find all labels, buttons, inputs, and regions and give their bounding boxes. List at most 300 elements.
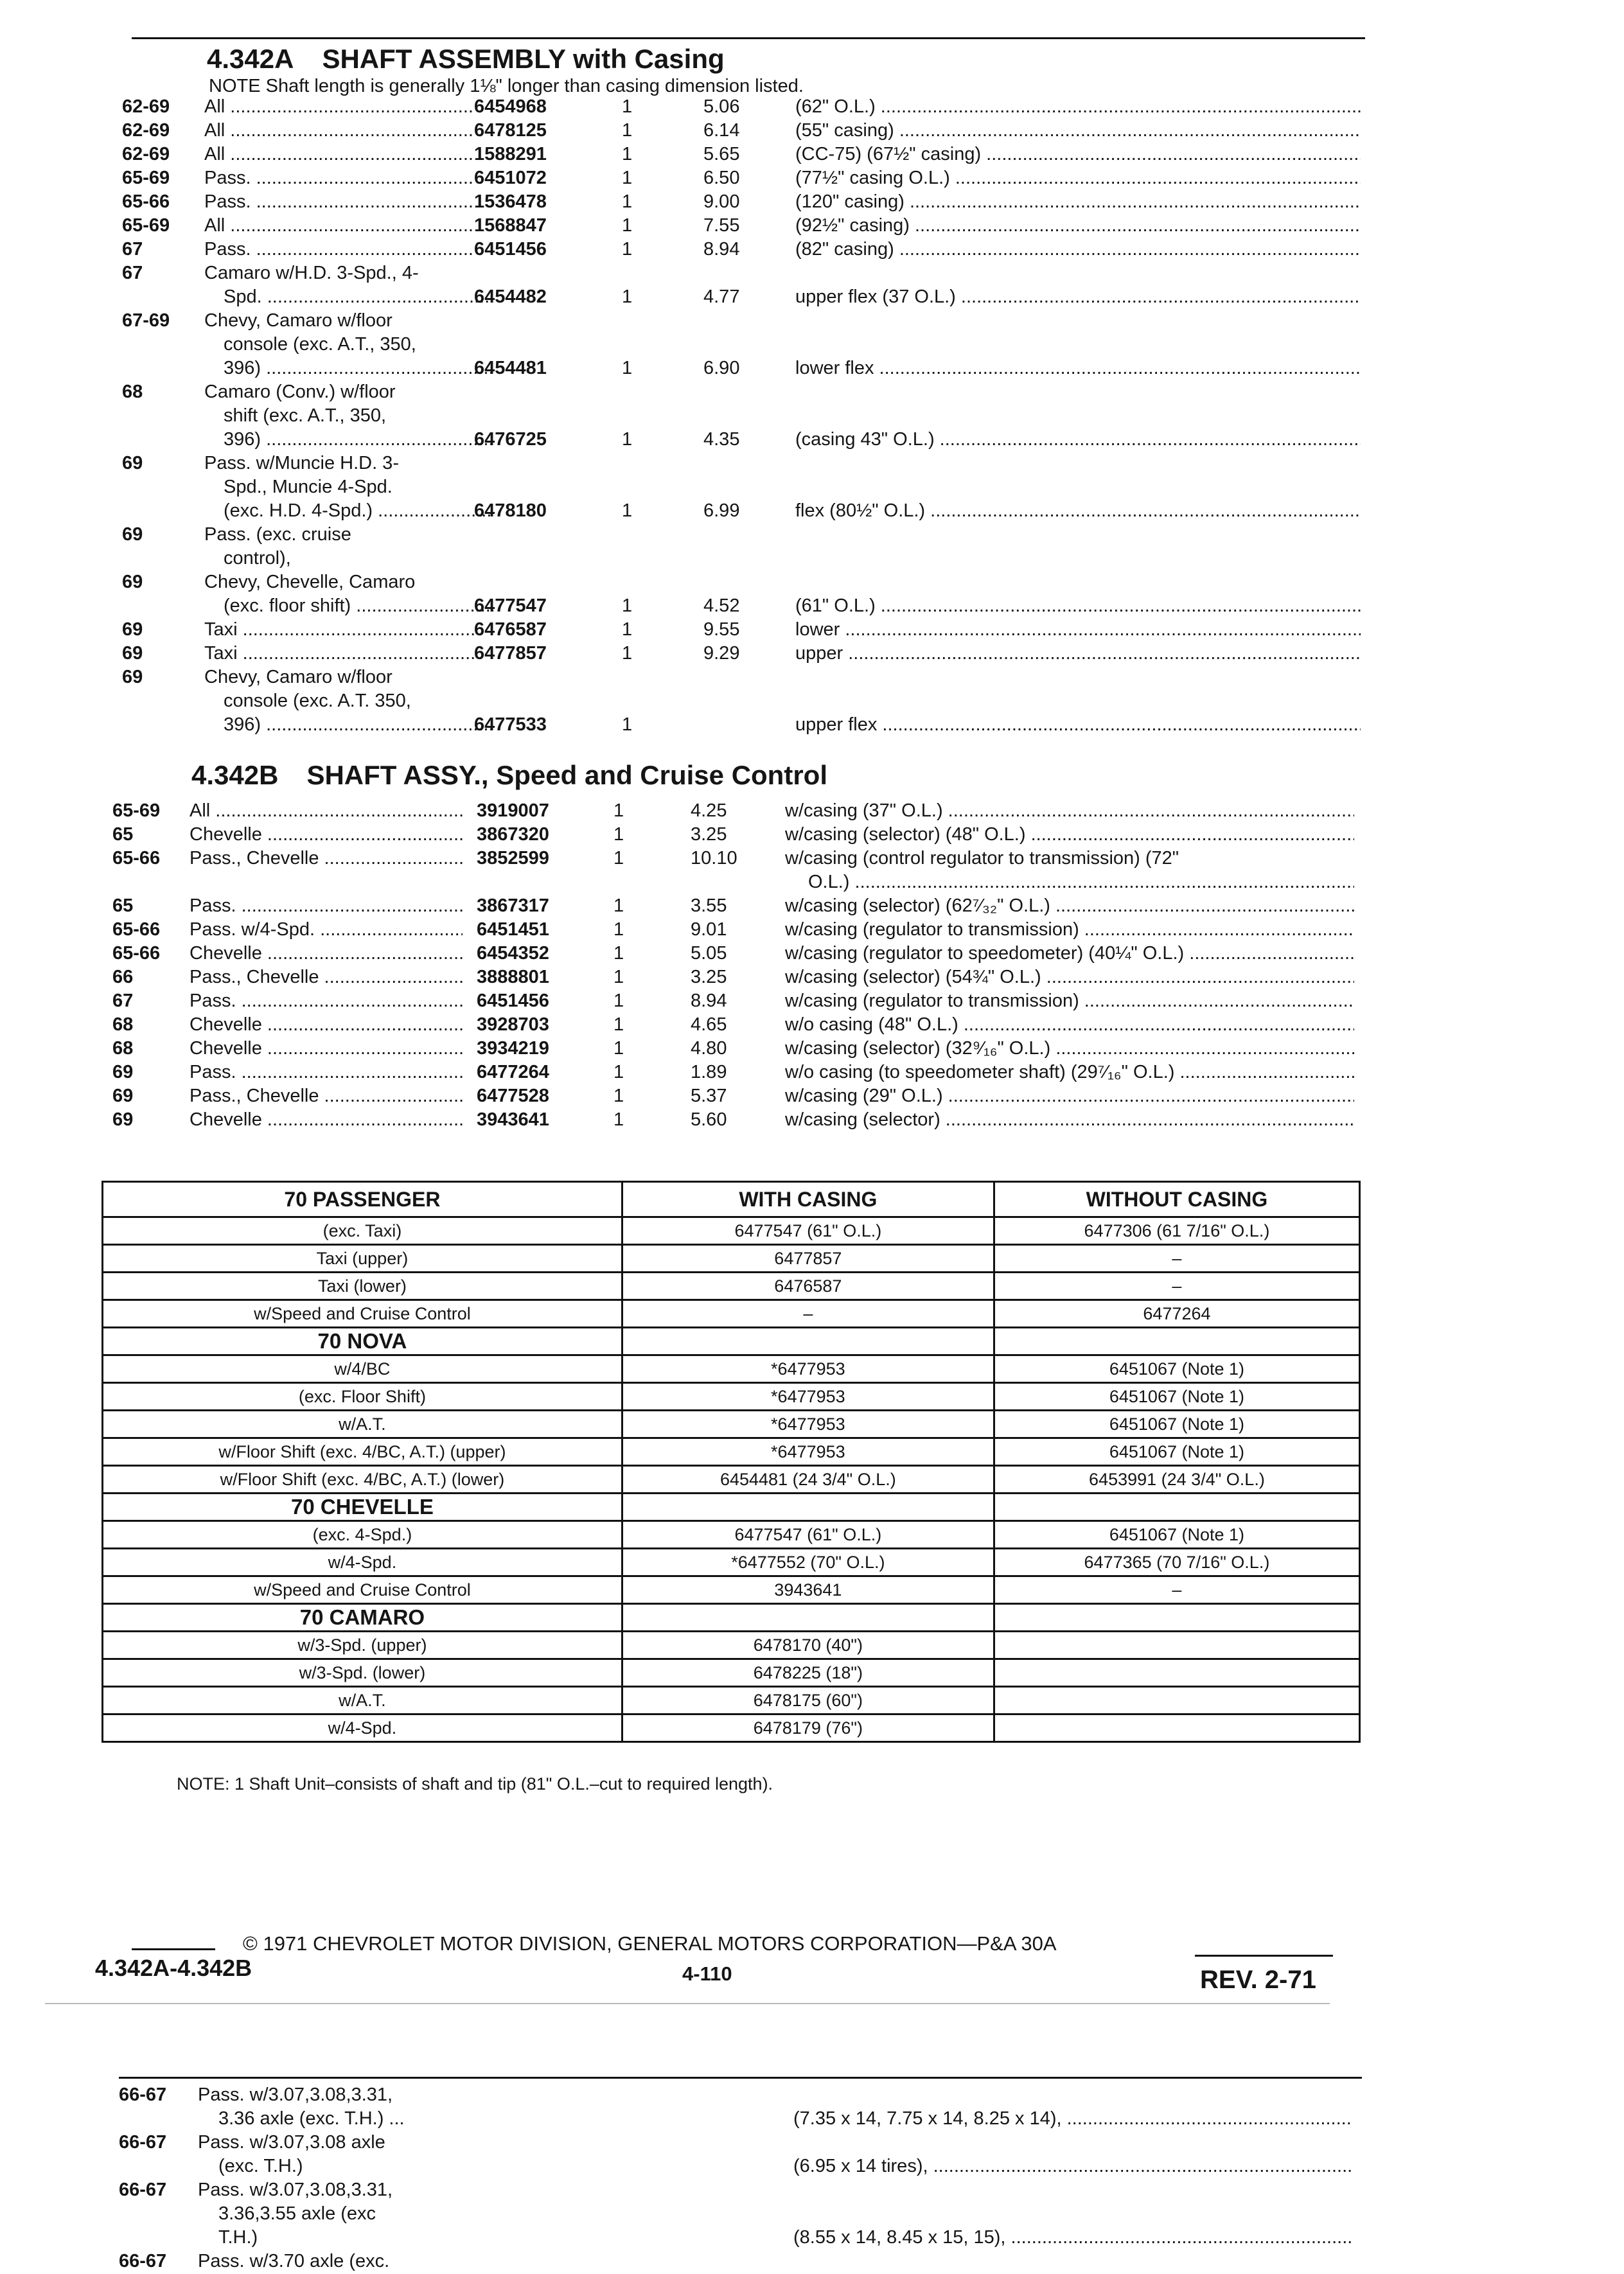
part-number: 3888801 — [477, 967, 549, 987]
without-casing-cell: 6477264 — [994, 1300, 1359, 1328]
without-casing-cell — [994, 1714, 1359, 1742]
length: 9.01 — [691, 919, 727, 940]
list-item — [0, 824, 1624, 847]
section-a-note: NOTE Shaft length is generally 1⅛" longer than casing dimension listed. — [209, 76, 804, 96]
list-item — [0, 191, 1624, 215]
section-a-number: 4.342A — [207, 44, 294, 74]
description: w/o casing (to speedometer shaft) (29⁷⁄₁₆" O.L.) ..... — [785, 1062, 1354, 1083]
table-row — [103, 1245, 1360, 1273]
part-number: 6478125 — [474, 120, 547, 141]
model-year: 69 — [112, 1109, 134, 1130]
list-item — [0, 382, 1624, 405]
application: 396) ..... — [204, 714, 493, 736]
without-casing-cell — [994, 1632, 1359, 1659]
length: 3.55 — [691, 895, 727, 916]
without-casing-cell: 6451067 (Note 1) — [994, 1438, 1359, 1466]
with-casing-cell: 6478225 (18") — [622, 1659, 994, 1687]
model-year: 69 — [122, 572, 143, 592]
without-casing-cell: 6451067 (Note 1) — [994, 1355, 1359, 1383]
quantity: 1 — [613, 895, 624, 916]
length: 4.65 — [691, 1014, 727, 1035]
list-item — [0, 872, 1624, 895]
description: upper flex ..... — [795, 714, 1361, 736]
table-row — [103, 1632, 1360, 1659]
description: O.L.) ..... — [808, 872, 1354, 893]
model-year: 69 — [122, 667, 143, 687]
quantity: 1 — [622, 168, 633, 188]
footer-rule-right — [1195, 1955, 1333, 1957]
list-item — [0, 215, 1624, 238]
description: w/casing (selector) (32⁹⁄₁₆" O.L.) ..... — [785, 1038, 1354, 1059]
application: (exc. floor shift) ..... — [204, 595, 493, 617]
application: All ..... — [204, 120, 474, 141]
part-number: 3928703 — [477, 1014, 549, 1035]
description: w/casing (29" O.L.) ..... — [785, 1086, 1354, 1107]
model-year: 69 — [122, 643, 143, 664]
application: Chevy, Camaro w/floor — [204, 667, 393, 687]
quantity: 1 — [622, 500, 633, 521]
model-year: 69 — [112, 1086, 134, 1106]
length: 10.10 — [691, 848, 737, 868]
length: 5.60 — [691, 1109, 727, 1130]
application: All ..... — [204, 215, 474, 236]
length: 6.50 — [703, 168, 740, 188]
table-row — [103, 1355, 1360, 1383]
description: upper flex (37 O.L.) ..... — [795, 286, 1361, 308]
length: 8.94 — [703, 239, 740, 260]
part-number: 6476725 — [474, 429, 547, 450]
list-item — [0, 334, 1624, 357]
with-casing-cell: 6478175 (60") — [622, 1687, 994, 1714]
without-casing-cell — [994, 1494, 1359, 1521]
application: Pass. w/3.70 axle (exc. — [198, 2251, 390, 2271]
application: Pass. w/3.07,3.08,3.31, — [198, 2180, 393, 2200]
part-number: 6451456 — [477, 991, 549, 1011]
model-year: 67 — [122, 239, 143, 260]
model-year: 66 — [112, 967, 134, 987]
model-year: 67 — [112, 991, 134, 1011]
list-item — [0, 144, 1624, 167]
with-casing-cell: *6477552 (70" O.L.) — [622, 1549, 994, 1576]
footer-section-ref: 4.342A-4.342B — [95, 1955, 252, 1981]
quantity: 1 — [622, 619, 633, 640]
with-casing-cell: *6477953 — [622, 1383, 994, 1411]
application-cell: Taxi (lower) — [103, 1273, 622, 1300]
part-number: 6451451 — [477, 919, 549, 940]
length: 7.55 — [703, 215, 740, 236]
list-item — [0, 967, 1624, 990]
list-item — [0, 263, 1624, 286]
list-item — [0, 310, 1624, 333]
model-year: 67 — [122, 263, 143, 283]
application: All ..... — [204, 144, 474, 165]
with-casing-cell: *6477953 — [622, 1438, 994, 1466]
length: 8.94 — [691, 991, 727, 1011]
table-row — [103, 1549, 1360, 1576]
application: (exc. T.H.) — [218, 2156, 303, 2176]
with-casing-cell — [622, 1604, 994, 1632]
list-item — [0, 991, 1624, 1014]
model-year: 62-69 — [122, 96, 170, 117]
list-item — [0, 2251, 1624, 2274]
table-body — [103, 1217, 1360, 1742]
length: 1.89 — [691, 1062, 727, 1082]
description: w/casing (regulator to transmission) ..... — [785, 919, 1354, 940]
application: All ..... — [190, 800, 463, 822]
application: Pass., Chevelle ..... — [190, 848, 463, 869]
page-break-line — [45, 2003, 1330, 2004]
list-item — [0, 477, 1624, 500]
table-row — [103, 1411, 1360, 1438]
section-a-title — [207, 44, 725, 75]
model-year: 68 — [112, 1038, 134, 1059]
with-casing-cell: 6477857 — [622, 1245, 994, 1273]
list-item — [0, 800, 1624, 824]
list-item — [0, 453, 1624, 476]
part-number: 6451456 — [474, 239, 547, 260]
list-item — [0, 1038, 1624, 1061]
application-cell: 70 NOVA — [103, 1328, 622, 1355]
with-casing-cell: 6478170 (40") — [622, 1632, 994, 1659]
description: (92½" casing) ..... — [795, 215, 1361, 236]
application: 3.36 axle (exc. T.H.) ... — [218, 2108, 405, 2129]
with-casing-cell: – — [622, 1300, 994, 1328]
application: Pass. ..... — [190, 895, 463, 917]
footer-page-number: 4-110 — [682, 1962, 732, 1985]
application: 3.36,3.55 axle (exc — [218, 2203, 376, 2224]
part-number: 3919007 — [477, 800, 549, 821]
table-row — [103, 1659, 1360, 1687]
description: lower ..... — [795, 619, 1361, 640]
application: Pass. (exc. cruise — [204, 524, 351, 545]
table-row — [103, 1438, 1360, 1466]
quantity: 1 — [622, 120, 633, 141]
without-casing-cell: 6451067 (Note 1) — [994, 1521, 1359, 1549]
application-cell: w/4/BC — [103, 1355, 622, 1383]
table-row — [103, 1687, 1360, 1714]
application-cell: w/3-Spd. (upper) — [103, 1632, 622, 1659]
application: console (exc. A.T., 350, — [224, 334, 416, 355]
application-cell: w/Floor Shift (exc. 4/BC, A.T.) (lower) — [103, 1466, 622, 1494]
list-item — [0, 595, 1624, 619]
application-cell: Taxi (upper) — [103, 1245, 622, 1273]
with-casing-cell: 6477547 (61" O.L.) — [622, 1217, 994, 1245]
part-number: 6454968 — [474, 96, 547, 117]
length: 6.90 — [703, 358, 740, 378]
table-row — [103, 1576, 1360, 1604]
without-casing-cell — [994, 1659, 1359, 1687]
table-row — [103, 1217, 1360, 1245]
application: Pass. ..... — [190, 1062, 463, 1083]
application: Camaro (Conv.) w/floor — [204, 382, 396, 402]
application: Pass. w/4-Spd. ..... — [190, 919, 463, 940]
description: (6.95 x 14 tires), ..... — [793, 2156, 1352, 2177]
part-number: 3943641 — [477, 1109, 549, 1130]
part-number: 3867317 — [477, 895, 549, 916]
list-item — [0, 96, 1624, 119]
quantity: 1 — [613, 1038, 624, 1059]
length: 9.00 — [703, 191, 740, 212]
model-year: 68 — [122, 382, 143, 402]
application-cell: w/4-Spd. — [103, 1714, 622, 1742]
quantity: 1 — [613, 824, 624, 845]
quantity: 1 — [622, 96, 633, 117]
model-year: 65-69 — [112, 800, 161, 821]
model-year: 66-67 — [119, 2084, 167, 2105]
with-casing-cell: 3943641 — [622, 1576, 994, 1604]
part-number: 6454482 — [474, 286, 547, 307]
header-with-casing: WITH CASING — [622, 1182, 994, 1217]
without-casing-cell: 6453991 (24 3/4" O.L.) — [994, 1466, 1359, 1494]
length: 9.29 — [703, 643, 740, 664]
model-year: 65-69 — [122, 168, 170, 188]
quantity: 1 — [622, 286, 633, 307]
description: (55" casing) ..... — [795, 120, 1361, 141]
list-item — [0, 1062, 1624, 1085]
list-item — [0, 2180, 1624, 2203]
length: 5.06 — [703, 96, 740, 117]
without-casing-cell — [994, 1687, 1359, 1714]
model-year: 69 — [122, 453, 143, 473]
model-year: 68 — [112, 1014, 134, 1035]
description: w/casing (selector) (62⁷⁄₃₂" O.L.) ..... — [785, 895, 1354, 917]
model-year: 65-66 — [112, 848, 161, 868]
model-year: 69 — [112, 1062, 134, 1082]
description: lower flex ..... — [795, 358, 1361, 379]
without-casing-cell: 6477365 (70 7/16" O.L.) — [994, 1549, 1359, 1576]
table-group-row — [103, 1604, 1360, 1632]
quantity: 1 — [622, 643, 633, 664]
model-year: 65-66 — [112, 943, 161, 964]
application: shift (exc. A.T., 350, — [224, 405, 387, 426]
quantity: 1 — [613, 943, 624, 964]
part-number: 6476587 — [474, 619, 547, 640]
without-casing-cell — [994, 1604, 1359, 1632]
application: Spd., Muncie 4-Spd. — [224, 477, 393, 497]
part-number: 1588291 — [474, 144, 547, 164]
footer-revision: REV. 2-71 — [1200, 1966, 1316, 1994]
length: 5.65 — [703, 144, 740, 164]
without-casing-cell: – — [994, 1245, 1359, 1273]
application: 396) ..... — [204, 429, 493, 450]
with-casing-cell: *6477953 — [622, 1411, 994, 1438]
length: 9.55 — [703, 619, 740, 640]
part-number: 6477857 — [474, 643, 547, 664]
quantity: 1 — [613, 919, 624, 940]
description: w/casing (control regulator to transmission) (72" — [785, 848, 1179, 868]
application: Chevelle ..... — [190, 824, 463, 845]
list-item — [0, 1014, 1624, 1037]
application-cell: 70 CAMARO — [103, 1604, 622, 1632]
description: w/casing (selector) ..... — [785, 1109, 1354, 1131]
list-item — [0, 2203, 1624, 2226]
part-number: 6451072 — [474, 168, 547, 188]
quantity: 1 — [622, 239, 633, 260]
length: 3.25 — [691, 824, 727, 845]
with-casing-cell: 6477547 (61" O.L.) — [622, 1521, 994, 1549]
with-casing-cell: 6478179 (76") — [622, 1714, 994, 1742]
length: 6.14 — [703, 120, 740, 141]
application: Chevelle ..... — [190, 1109, 463, 1131]
quantity: 1 — [613, 1062, 624, 1082]
application: 396) ..... — [204, 358, 493, 379]
with-casing-cell — [622, 1494, 994, 1521]
list-item — [0, 239, 1624, 262]
description: (61" O.L.) ..... — [795, 595, 1361, 617]
application: Taxi ..... — [204, 643, 474, 664]
table-group-row — [103, 1328, 1360, 1355]
table-header-row — [103, 1182, 1360, 1217]
list-item — [0, 2084, 1624, 2108]
application: Taxi ..... — [204, 619, 474, 640]
description: (CC-75) (67½" casing) ..... — [795, 144, 1361, 165]
length: 3.25 — [691, 967, 727, 987]
application: Pass. w/3.07,3.08,3.31, — [198, 2084, 393, 2105]
application-cell: (exc. 4-Spd.) — [103, 1521, 622, 1549]
description: flex (80½" O.L.) ..... — [795, 500, 1361, 522]
without-casing-cell: – — [994, 1576, 1359, 1604]
length: 4.80 — [691, 1038, 727, 1059]
description: w/casing (regulator to speedometer) (40¼" O.L.) ..... — [785, 943, 1354, 964]
quantity: 1 — [613, 848, 624, 868]
quantity: 1 — [622, 215, 633, 236]
application: (exc. H.D. 4-Spd.) ..... — [204, 500, 493, 522]
application: Pass. ..... — [204, 168, 474, 189]
description: (120" casing) ..... — [795, 191, 1361, 213]
list-item — [0, 919, 1624, 942]
quantity: 1 — [613, 991, 624, 1011]
list-item — [0, 643, 1624, 666]
application-cell: w/Speed and Cruise Control — [103, 1576, 622, 1604]
application: Pass., Chevelle ..... — [190, 967, 463, 988]
part-number: 1568847 — [474, 215, 547, 236]
application-cell: 70 CHEVELLE — [103, 1494, 622, 1521]
length: 4.35 — [703, 429, 740, 450]
list-item — [0, 943, 1624, 966]
model-year: 65 — [112, 824, 134, 845]
without-casing-cell: 6451067 (Note 1) — [994, 1411, 1359, 1438]
quantity: 1 — [613, 967, 624, 987]
list-item — [0, 895, 1624, 919]
without-casing-cell: 6451067 (Note 1) — [994, 1383, 1359, 1411]
application-cell: w/Speed and Cruise Control — [103, 1300, 622, 1328]
model-year: 62-69 — [122, 120, 170, 141]
without-casing-cell — [994, 1328, 1359, 1355]
description: w/o casing (48" O.L.) ..... — [785, 1014, 1354, 1036]
quantity: 1 — [613, 1109, 624, 1130]
description: (82" casing) ..... — [795, 239, 1361, 260]
model-year: 66-67 — [119, 2251, 167, 2271]
with-casing-cell — [622, 1328, 994, 1355]
list-item — [0, 1109, 1624, 1133]
with-casing-cell: *6477953 — [622, 1355, 994, 1383]
application: Chevy, Chevelle, Camaro — [204, 572, 416, 592]
length: 4.25 — [691, 800, 727, 821]
list-item — [0, 500, 1624, 524]
application: Chevelle ..... — [190, 943, 463, 964]
list-item — [0, 429, 1624, 452]
model-year: 65-66 — [112, 919, 161, 940]
next-page-rule — [119, 2077, 1362, 2079]
description: upper ..... — [795, 643, 1361, 664]
table-note: NOTE: 1 Shaft Unit–consists of shaft and tip (81" O.L.–cut to required length). — [177, 1774, 773, 1794]
with-casing-cell: 6476587 — [622, 1273, 994, 1300]
application-cell: w/3-Spd. (lower) — [103, 1659, 622, 1687]
list-item — [0, 2156, 1624, 2179]
table-group-row — [103, 1494, 1360, 1521]
quantity: 1 — [622, 144, 633, 164]
part-number: 3867320 — [477, 824, 549, 845]
list-item — [0, 848, 1624, 871]
list-item — [0, 2227, 1624, 2250]
application-cell: (exc. Taxi) — [103, 1217, 622, 1245]
list-item — [0, 358, 1624, 381]
section-b-heading: SHAFT ASSY., Speed and Cruise Control — [306, 760, 827, 790]
length: 5.05 — [691, 943, 727, 964]
model-year: 69 — [122, 619, 143, 640]
list-item — [0, 2108, 1624, 2131]
part-number: 3934219 — [477, 1038, 549, 1059]
application: Pass. w/Muncie H.D. 3- — [204, 453, 399, 473]
application: Camaro w/H.D. 3-Spd., 4- — [204, 263, 419, 283]
application: Pass. w/3.07,3.08 axle — [198, 2132, 385, 2153]
model-1970-table — [102, 1181, 1361, 1743]
without-casing-cell: 6477306 (61 7/16" O.L.) — [994, 1217, 1359, 1245]
quantity: 1 — [622, 429, 633, 450]
table-row — [103, 1714, 1360, 1742]
description: w/casing (37" O.L.) ..... — [785, 800, 1354, 822]
table-row — [103, 1300, 1360, 1328]
model-year: 65-69 — [122, 215, 170, 236]
header-without-casing: WITHOUT CASING — [994, 1182, 1359, 1217]
list-item — [0, 524, 1624, 547]
quantity: 1 — [613, 1086, 624, 1106]
section-a-heading: SHAFT ASSEMBLY with Casing — [322, 44, 725, 74]
quantity: 1 — [613, 800, 624, 821]
table-row — [103, 1273, 1360, 1300]
model-year: 66-67 — [119, 2180, 167, 2200]
length: 6.99 — [703, 500, 740, 521]
length: 4.77 — [703, 286, 740, 307]
quantity: 1 — [622, 714, 633, 735]
application: T.H.) — [218, 2227, 258, 2248]
description: (casing 43" O.L.) ..... — [795, 429, 1361, 450]
table-row — [103, 1466, 1360, 1494]
table-row — [103, 1521, 1360, 1549]
quantity: 1 — [613, 1014, 624, 1035]
application: Chevelle ..... — [190, 1038, 463, 1059]
description: (77½" casing O.L.) ..... — [795, 168, 1361, 189]
application: Chevy, Camaro w/floor — [204, 310, 393, 331]
part-number: 6477264 — [477, 1062, 549, 1082]
length: 5.37 — [691, 1086, 727, 1106]
quantity: 1 — [622, 358, 633, 378]
description: w/casing (regulator to transmission) ..... — [785, 991, 1354, 1012]
description: (8.55 x 14, 8.45 x 15, 15), ..... — [793, 2227, 1352, 2248]
part-number: 6477547 — [474, 595, 547, 616]
part-number: 6454352 — [477, 943, 549, 964]
table-row — [103, 1383, 1360, 1411]
application-cell: w/Floor Shift (exc. 4/BC, A.T.) (upper) — [103, 1438, 622, 1466]
list-item — [0, 405, 1624, 428]
model-year: 62-69 — [122, 144, 170, 164]
application: Pass. ..... — [204, 191, 474, 213]
list-item — [0, 120, 1624, 143]
list-item — [0, 667, 1624, 690]
with-casing-cell: 6454481 (24 3/4" O.L.) — [622, 1466, 994, 1494]
application: Spd. ..... — [204, 286, 493, 308]
application-cell: (exc. Floor Shift) — [103, 1383, 622, 1411]
